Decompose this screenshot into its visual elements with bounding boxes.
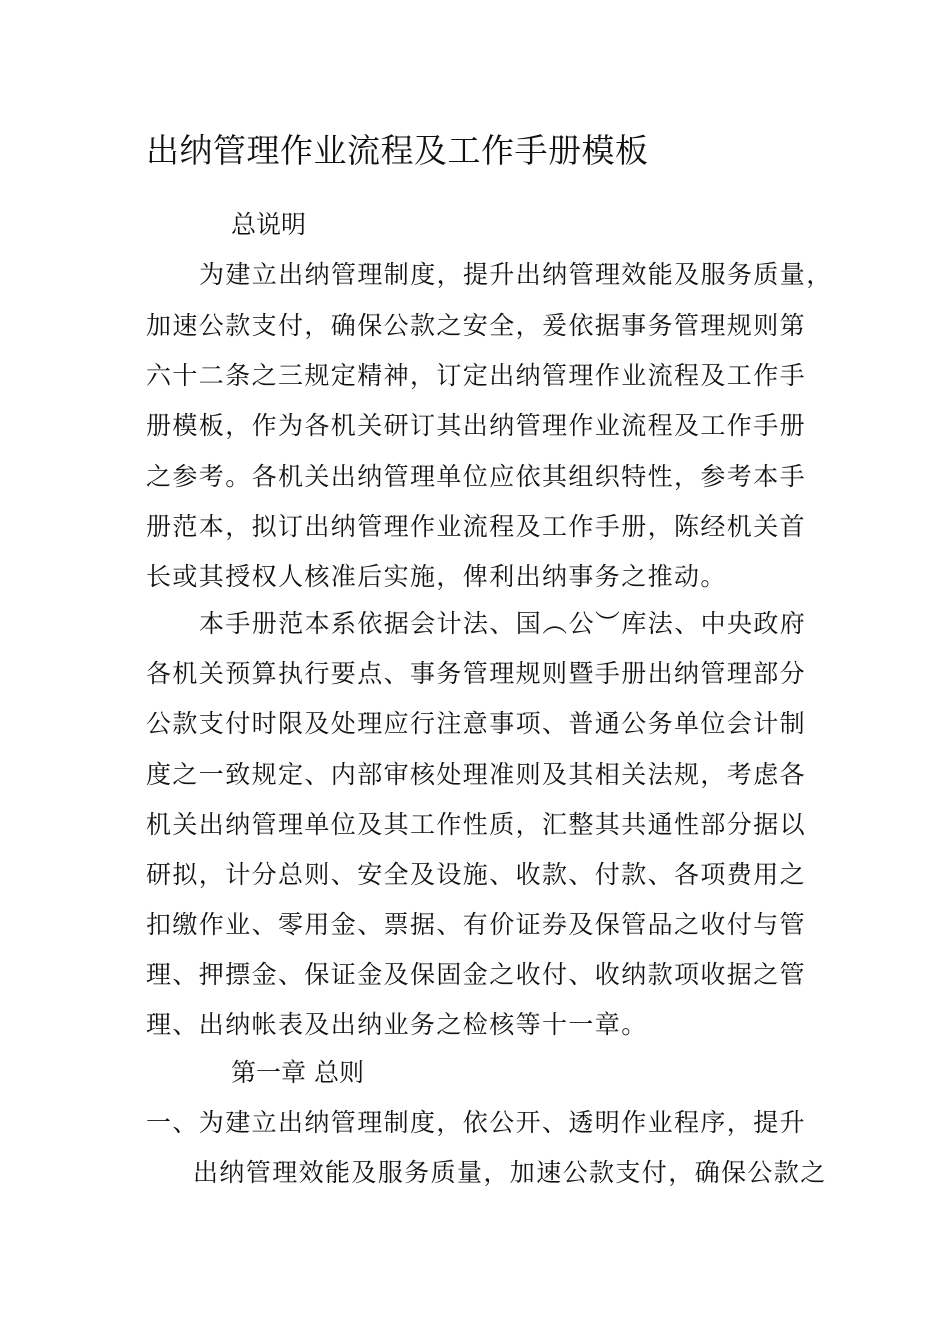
paragraph-line: 理、出纳帐表及出纳业务之检核等十一章。 <box>146 1010 648 1039</box>
paragraph-line: 册范本，拟订出纳管理作业流程及工作手册，陈经机关首 <box>146 512 807 541</box>
paragraph-line: 长或其授权人核准后实施，俾利出纳事务之推动。 <box>146 562 727 591</box>
paragraph-line: 度之一致规定、内部审核处理准则及其相关法规，考虑各 <box>146 760 807 789</box>
item-line: 出纳管理效能及服务质量，加速公款支付，确保公款之 <box>193 1158 827 1187</box>
paragraph-line: 六十二条之三规定精神，订定出纳管理作业流程及工作手 <box>146 361 807 390</box>
paragraph-line: 公款支付时限及处理应行注意事项、普通公务单位会计制 <box>146 709 807 738</box>
overview-heading: 总说明 <box>231 210 307 239</box>
paragraph-line: 之参考。各机关出纳管理单位应依其组织特性，参考本手 <box>146 462 807 491</box>
chapter-1-heading: 第一章 总则 <box>231 1058 364 1087</box>
item-line: 一、为建立出纳管理制度，依公开、透明作业程序，提升 <box>146 1108 807 1137</box>
paragraph-line: 各机关预算执行要点、事务管理规则暨手册出纳管理部分 <box>146 659 807 688</box>
paragraph-line: 机关出纳管理单位及其工作性质，汇整其共通性部分据以 <box>146 810 807 839</box>
paragraph-line: 册模板，作为各机关研订其出纳管理作业流程及工作手册 <box>146 411 807 440</box>
paragraph-line: 加速公款支付，确保公款之安全，爰依据事务管理规则第 <box>146 311 807 340</box>
paragraph-line: 研拟，计分总则、安全及设施、收款、付款、各项费用之 <box>146 860 807 889</box>
paragraph-line: 理、押摽金、保证金及保固金之收付、收纳款项收据之管 <box>146 960 807 989</box>
paragraph-line: 扣缴作业、零用金、票据、有价证券及保管品之收付与管 <box>146 910 807 939</box>
paragraph-line: 本手册范本系依据会计法、国︵公︶库法、中央政府 <box>199 609 807 638</box>
paragraph-line: 为建立出纳管理制度，提升出纳管理效能及服务质量， <box>199 260 833 289</box>
document-title: 出纳管理作业流程及工作手册模板 <box>146 131 649 170</box>
